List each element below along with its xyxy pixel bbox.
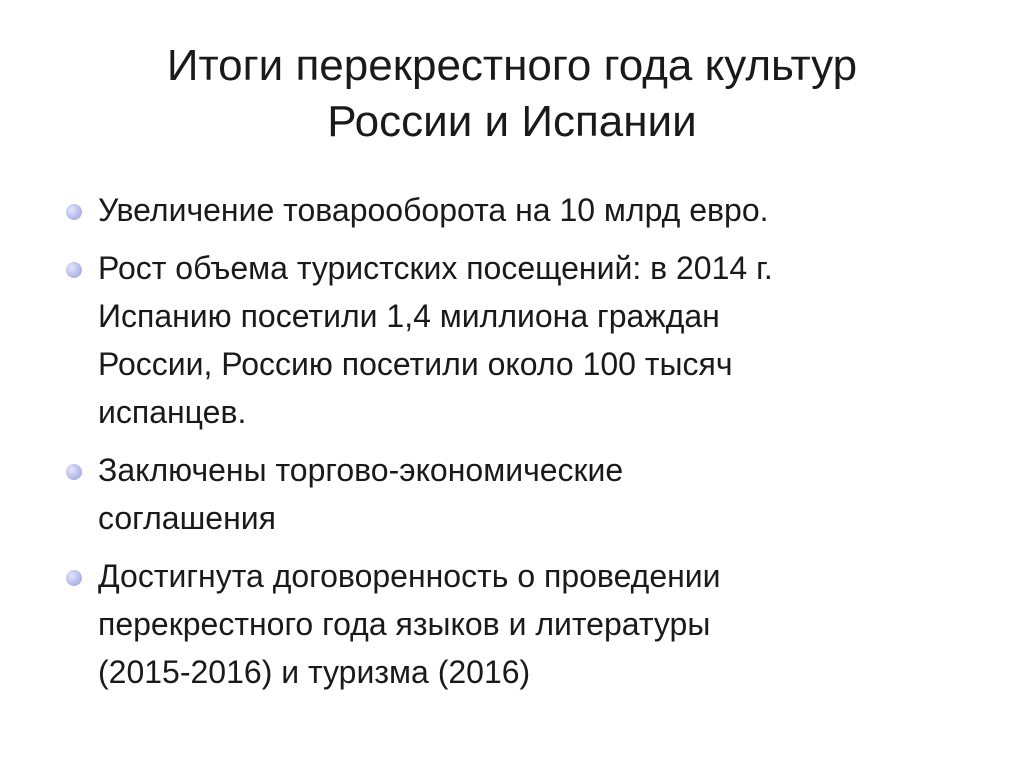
bullet-item <box>62 244 982 436</box>
bullet-text-line: Достигнута договоренность о проведении <box>98 558 721 594</box>
bullet-text-line: Заключены торгово-экономические <box>98 452 624 488</box>
bullet-dot-icon <box>66 262 82 278</box>
bullet-text-line: Увеличение товарооборота на 10 млрд евро. <box>98 192 769 228</box>
slide-title <box>40 38 984 150</box>
bullet-item <box>62 446 982 542</box>
bullet-item <box>62 552 982 696</box>
bullet-dot-icon <box>66 464 82 480</box>
bullet-text-line: Испанию посетили 1,4 миллиона граждан <box>98 298 720 334</box>
bullet-text-line: России, Россию посетили около 100 тысяч <box>98 346 733 382</box>
bullet-item <box>62 186 982 234</box>
bullet-text-line: перекрестного года языков и литературы <box>98 606 711 642</box>
bullet-text-line: (2015-2016) и туризма (2016) <box>98 654 531 690</box>
bullet-text-line: испанцев. <box>98 394 247 430</box>
bullet-dot-icon <box>66 204 82 220</box>
slide-title-line-2: России и Испании <box>327 97 697 146</box>
bullet-text-line: Рост объема туристских посещений: в 2014 г. <box>98 250 773 286</box>
bullet-text-line: соглашения <box>98 500 276 536</box>
slide-title-line-1: Итоги перекрестного года культур <box>166 41 858 90</box>
bullet-dot-icon <box>66 570 82 586</box>
bullet-list <box>62 186 982 706</box>
